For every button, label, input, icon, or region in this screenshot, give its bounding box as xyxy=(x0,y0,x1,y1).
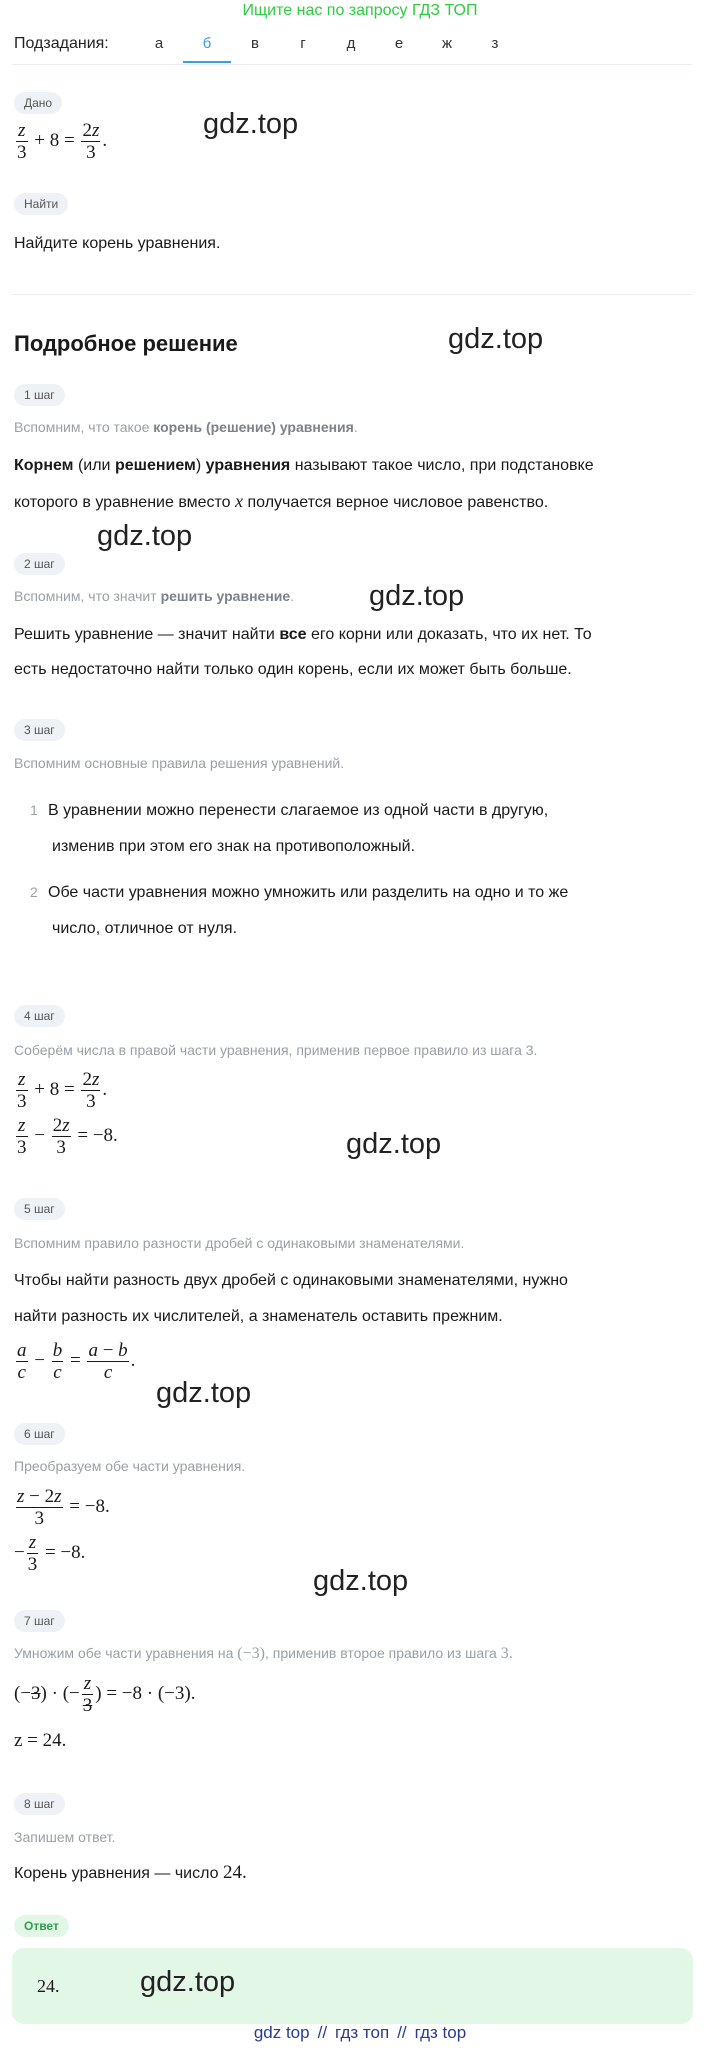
tab-v[interactable]: в xyxy=(251,35,259,52)
tab-g[interactable]: г xyxy=(300,35,306,52)
footer-link-3[interactable]: гдз top xyxy=(414,2023,467,2042)
watermark: gdz.top xyxy=(346,1128,442,1160)
watermark: gdz.top xyxy=(203,108,299,140)
search-banner[interactable]: Ищите нас по запросу ГДЗ ТОП xyxy=(242,2,478,19)
find-badge: Найти xyxy=(14,193,68,215)
step-5-line-2: найти разность их числителей, а знаменатель оставить прежним. xyxy=(14,1308,503,1325)
answer-value: 24. xyxy=(37,1976,60,1996)
step-8-text: Корень уравнения — число 24. xyxy=(14,1862,247,1883)
step-7-equation-2: z = 24. xyxy=(14,1730,67,1751)
step-2-paragraph-line-1: Решить уравнение — значит найти все его корни или доказать, что их нет. То xyxy=(14,626,592,643)
answer-badge: Ответ xyxy=(14,1915,69,1937)
rule-2-number: 2 xyxy=(30,884,38,900)
step-7-equation-1: (−3) · (− $\frac{z}{3}$ ) = −8 · (−3). xyxy=(14,1673,196,1716)
step-1-badge: 1 шаг xyxy=(14,384,65,406)
step-6-equation-1: $\frac{z - 2z}{3}$ = −8. xyxy=(17,1486,110,1529)
rule-1-line-1: В уравнении можно перенести слагаемое из одной части в другую, xyxy=(48,802,549,819)
tab-d[interactable]: д xyxy=(346,35,356,52)
footer-links: gdz top // гдз топ // гдз top xyxy=(253,2023,467,2042)
step-8-badge: 8 шаг xyxy=(14,1793,65,1815)
rule-1-line-2: изменив при этом его знак на противоположный. xyxy=(52,838,416,855)
watermark: gdz.top xyxy=(369,580,465,612)
tabs-divider xyxy=(12,64,692,65)
find-text: Найдите корень уравнения. xyxy=(14,235,221,252)
given-equation: $\frac{z}{3}$ + 8 = $\frac{2z}{3}$ . xyxy=(17,120,108,163)
subtask-tabs xyxy=(135,25,519,63)
step-4-equation-1: $\frac{z}{3}$ + 8 = $\frac{2z}{3}$ . xyxy=(17,1069,108,1112)
rule-1-number: 1 xyxy=(30,802,38,818)
solution-title: Подробное решение xyxy=(14,331,238,356)
step-4-hint: Соберём числа в правой части уравнения, применив первое правило из шага 3. xyxy=(14,1042,538,1058)
step-3-badge: 3 шаг xyxy=(14,719,65,741)
rule-2-line-1: Обе части уравнения можно умножить или разделить на одно и то же xyxy=(48,884,569,901)
tab-zh[interactable]: ж xyxy=(441,35,453,52)
step-6-hint: Преобразуем обе части уравнения. xyxy=(14,1458,246,1474)
step-2-paragraph-line-2: есть недостаточно найти только один корень, если их может быть больше. xyxy=(14,661,572,678)
tab-e[interactable]: е xyxy=(394,35,404,52)
footer-link-1[interactable]: gdz top xyxy=(253,2023,310,2042)
step-4-equation-2: $\frac{z}{3}$ − $\frac{2z}{3}$ = −8. xyxy=(17,1115,118,1158)
step-1-hint: Вспомним, что такое корень (решение) уравнения. xyxy=(14,419,358,435)
step-2-hint: Вспомним, что значит решить уравнение. xyxy=(14,588,295,604)
tab-z[interactable]: з xyxy=(491,35,499,52)
step-8-hint: Запишем ответ. xyxy=(14,1829,116,1845)
tab-b[interactable]: б xyxy=(183,25,231,63)
tab-a[interactable]: а xyxy=(154,35,164,52)
step-6-badge: 6 шаг xyxy=(14,1423,65,1445)
section-divider xyxy=(12,294,692,295)
answer-box xyxy=(12,1948,693,2024)
step-5-badge: 5 шаг xyxy=(14,1198,65,1220)
step-2-badge: 2 шаг xyxy=(14,553,65,575)
fraction-difference-formula: $\frac{a}{c}$ − $\frac{b}{c}$ = $\frac{a - b}{c}$ . xyxy=(17,1340,136,1383)
step-7-badge: 7 шаг xyxy=(14,1610,65,1632)
step-1-paragraph-line-1: Корнем (или решением) уравнения называют такое число, при подстановке xyxy=(14,457,594,474)
step-7-hint: Умножим обе части уравнения на (−3), применив второе правило из шага 3. xyxy=(14,1645,513,1662)
step-1-paragraph-line-2: которого в уравнение вместо x получается верное числовое равенство. xyxy=(14,491,549,511)
footer-link-2[interactable]: гдз топ xyxy=(335,2023,390,2042)
subtasks-label: Подзадания: xyxy=(14,35,109,52)
watermark: gdz.top xyxy=(313,1565,409,1597)
watermark: gdz.top xyxy=(140,1966,236,1998)
watermark: gdz.top xyxy=(97,520,193,552)
step-4-badge: 4 шаг xyxy=(14,1005,65,1027)
watermark: gdz.top xyxy=(156,1377,252,1409)
step-6-equation-2: − $\frac{z}{3}$ = −8. xyxy=(14,1532,86,1575)
step-5-hint: Вспомним правило разности дробей с одинаковыми знаменателями. xyxy=(14,1235,465,1251)
step-3-hint: Вспомним основные правила решения уравнений. xyxy=(14,755,345,771)
watermark: gdz.top xyxy=(448,323,544,355)
given-badge: Дано xyxy=(14,92,62,114)
rule-2-line-2: число, отличное от нуля. xyxy=(52,920,238,937)
step-5-line-1: Чтобы найти разность двух дробей с одинаковыми знаменателями, нужно xyxy=(14,1272,568,1289)
